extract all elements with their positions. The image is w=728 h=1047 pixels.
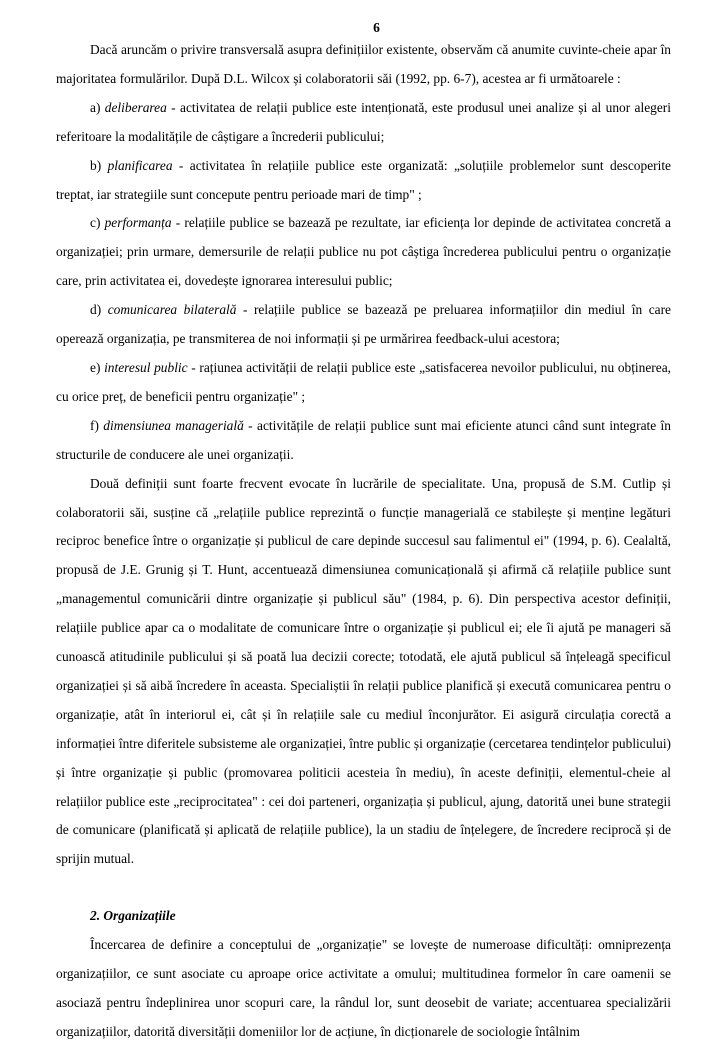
list-marker: a) bbox=[90, 99, 105, 115]
section-spacer bbox=[56, 874, 671, 902]
intro-paragraph: Dacă aruncăm o privire transversală asupra definițiilor existente, observăm că anumite cuvinte-cheie apar în majoritatea formulărilor. După D.L. Wilcox și colaboratorii săi (1992, pp. 6-7), acestea ar fi următoarele : bbox=[56, 42, 671, 86]
list-text: - relațiile publice se bazează pe preluarea informațiilor din mediul în care operează organizația, pe transmiterea de noi informații și pe urmărirea feedback-ului acestora; bbox=[56, 302, 671, 347]
list-item-e bbox=[56, 354, 671, 412]
list-text: - rațiunea activității de relații publice este „satisfacerea nevoilor publicului, nu obținerea, cu orice preț, de beneficii pentru organizație" ; bbox=[56, 359, 671, 404]
list-text: - activitățile de relații publice sunt mai eficiente atunci când sunt integrate în structurile de conducere ale unei organizații. bbox=[56, 417, 671, 462]
list-term: interesul public bbox=[104, 359, 188, 375]
list-item-d bbox=[56, 296, 671, 354]
list-item-a bbox=[56, 94, 671, 152]
section-heading: 2. Organizațiile bbox=[90, 908, 176, 924]
list-marker: c) bbox=[90, 215, 105, 231]
list-marker: d) bbox=[90, 302, 108, 318]
definitions-paragraph: Două definiții sunt foarte frecvent evocate în lucrările de specialitate. Una, propusă de S.M. Cutlip și colaboratorii săi, susține că „relațiile publice reprezintă o funcție managerială ce stabilește și menține legături reciproc benefice între o organizație și publicul de care depinde succesul sau falimentul ei" (1994, p. 6). Cealaltă, propusă de J.E. Grunig și T. Hunt, accentuează dimensiunea comunicațională și afirmă că relațiile publice sunt „managementul comunicării dintre organizație și publicul său" (1984, p. 6). Din perspectiva acestor definiții, relațiile publice apar ca o modalitate de comunicare între o organizație și publicul ei; ele îi ajută pe manageri să cunoască atitudinile publicului și să poată lua decizii corecte; totodată, ele ajută publicul să înțeleagă specificul organizației și să aibă încredere în aceasta. Specialiștii în relații publice planifică și execută comunicarea pentru o organizație, atât în interiorul ei, cât și în relațiile sale cu mediul înconjurător. Ei asigură circulația corectă a informației între diferitele subsisteme ale organizației, între public și organizație (cercetarea tendințelor publicului) și între organizație și public (promovarea politicii acesteia în mediu), în aceste definiții, elementul-cheie al relațiilor publice este „reciprocitatea" : cei doi parteneri, organizația și publicul, ajung, datorită unei bune strategii de comunicare (planificată și aplicată de relațiile publice), la un stadiu de înțelegere, de încredere reciprocă și de sprijin mutual. bbox=[56, 475, 671, 867]
list-item-c bbox=[56, 209, 671, 296]
list-item-b bbox=[56, 152, 671, 210]
page-number: 6 bbox=[373, 20, 380, 35]
list-marker: b) bbox=[90, 157, 108, 173]
list-term: comunicarea bilaterală bbox=[107, 302, 237, 318]
organizations-paragraph: Încercarea de definire a conceptului de „organizație" se lovește de numeroase dificultăți: omniprezența organizațiilor, ce sunt asociate cu aproape orice activitate a omului; multitudinea formelor în care oamenii se asociază pentru îndeplinirea unor scopuri care, la rândul lor, sunt deosebit de variate; accentuarea specializării organizațiilor, datorită diversității domeniilor lor de acțiune, în dicționarele de sociologie întâlnim bbox=[56, 937, 671, 1039]
list-marker: f) bbox=[90, 417, 104, 433]
list-term: deliberarea bbox=[104, 99, 167, 115]
list-term: dimensiunea managerială bbox=[103, 417, 244, 433]
list-text: - activitatea în relațiile publice este organizată: „soluțiile problemelor sunt descoperite treptat, iar strategiile sunt concepute pentru perioade mari de timp" ; bbox=[56, 157, 671, 202]
list-text: - activitatea de relații publice este intenționată, este produsul unei analize și al unor alegeri referitoare la modalitățile de câștigare a încrederii publicului; bbox=[56, 99, 671, 144]
list-term: performanța bbox=[104, 215, 172, 231]
document-page bbox=[56, 0, 671, 1047]
list-marker: e) bbox=[90, 359, 105, 375]
list-item-f bbox=[56, 412, 671, 470]
list-text: - relațiile publice se bazează pe rezultate, iar eficiența lor depinde de activitatea concretă a organizației; prin urmare, demersurile de relații publice nu pot câștiga încrederea publicului pentru o organizație care, prin activitatea ei, dovedește ignorarea interesului public; bbox=[56, 215, 671, 289]
list-term: planificarea bbox=[107, 157, 173, 173]
